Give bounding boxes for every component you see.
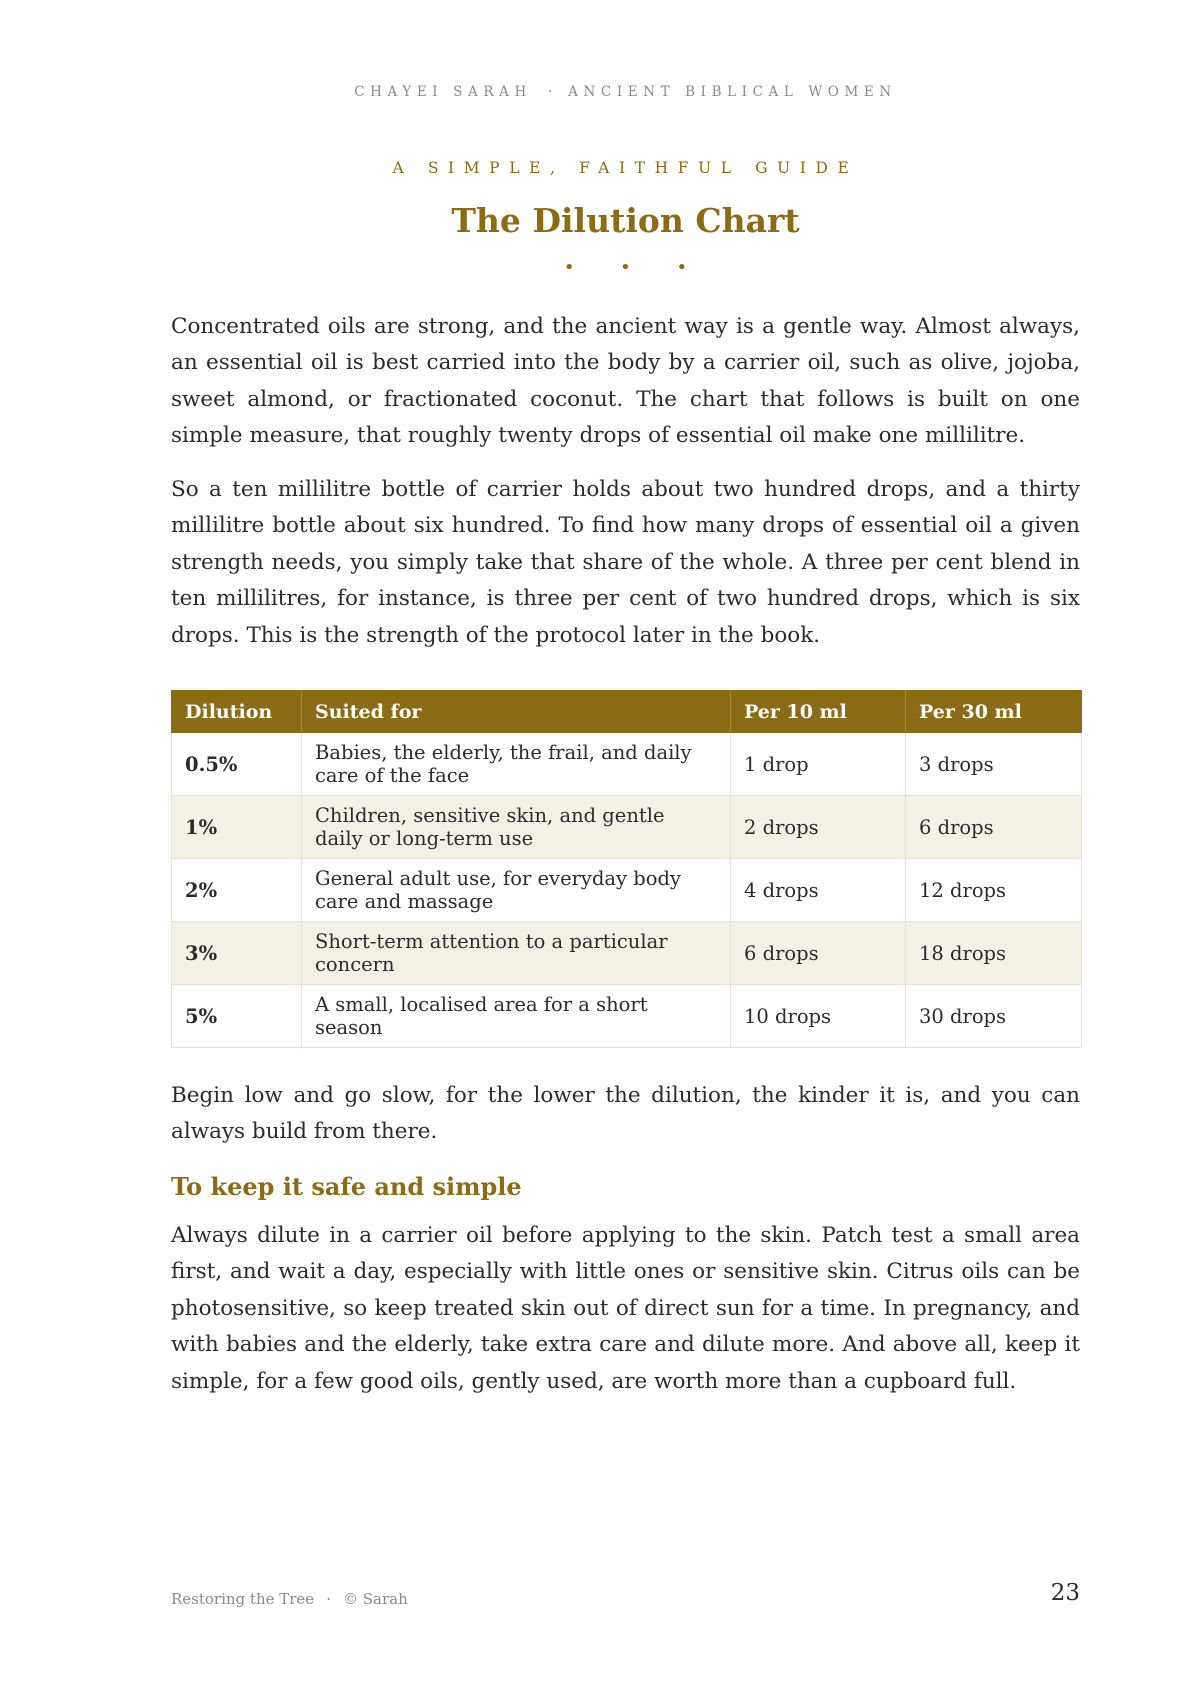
page-title: The Dilution Chart <box>451 201 800 240</box>
per-10ml-cell: 2 drops <box>731 796 906 859</box>
dilution-cell: 3% <box>172 922 302 985</box>
header-dilution: Dilution <box>172 691 302 733</box>
suited-for-cell: General adult use, for everyday body care and massage <box>302 859 731 922</box>
running-head-separator: · <box>547 84 553 100</box>
header-per-10ml: Per 10 ml <box>731 691 906 733</box>
dilution-cell: 0.5% <box>172 733 302 796</box>
running-head <box>171 84 1080 100</box>
dilution-table <box>171 690 1082 1048</box>
footer-separator: · <box>326 1590 331 1608</box>
running-head-left: CHAYEI SARAH <box>354 84 532 100</box>
suited-for-cell: Short-term attention to a particular concern <box>302 922 731 985</box>
explanation-paragraph: So a ten millilitre bottle of carrier holds about two hundred drops, and a thirty millilitre bottle about six hundred. To find how many drops of essential oil a given strength needs, you simply take that share of the whole. A three per cent blend in ten millilitres, for instance, is three per cent of two hundred drops, which is six drops. This is the strength of the protocol later in the book. <box>171 477 1080 648</box>
per-10ml-cell: 1 drop <box>731 733 906 796</box>
page-number: 23 <box>1050 1580 1080 1606</box>
ornament-dots: • • • <box>563 257 708 278</box>
per-10ml-cell: 4 drops <box>731 859 906 922</box>
table-header-row <box>172 691 1082 733</box>
dilution-cell: 2% <box>172 859 302 922</box>
per-10ml-cell: 6 drops <box>731 922 906 985</box>
per-30ml-cell: 30 drops <box>906 985 1082 1048</box>
intro-paragraph: Concentrated oils are strong, and the ancient way is a gentle way. Almost always, an essential oil is best carried into the body by a carrier oil, such as olive, jojoba, sweet almond, or fractionated coconut. The chart that follows is built on one simple measure, that roughly twenty drops of essential oil make one millilitre. <box>171 314 1080 449</box>
dilution-cell: 5% <box>172 985 302 1048</box>
footer-book-credit <box>171 1590 408 1608</box>
per-30ml-cell: 3 drops <box>906 733 1082 796</box>
dilution-cell: 1% <box>172 796 302 859</box>
safety-paragraph: Always dilute in a carrier oil before applying to the skin. Patch test a small area first, and wait a day, especially with little ones or sensitive skin. Citrus oils can be photosensitive, so keep treated skin out of direct sun for a time. In pregnancy, and with babies and the elderly, take extra care and dilute more. And above all, keep it simple, for a few good oils, gently used, are worth more than a cupboard full. <box>171 1223 1080 1394</box>
safety-subheading: To keep it safe and simple <box>171 1172 522 1201</box>
per-30ml-cell: 12 drops <box>906 859 1082 922</box>
table-row <box>172 922 1082 985</box>
header-suited-for: Suited for <box>302 691 731 733</box>
advice-paragraph: Begin low and go slow, for the lower the dilution, the kinder it is, and you can always build from there. <box>171 1083 1080 1145</box>
running-head-right: ANCIENT BIBLICAL WOMEN <box>568 84 897 100</box>
table-row <box>172 985 1082 1048</box>
table-row <box>172 796 1082 859</box>
suited-for-cell: Babies, the elderly, the frail, and daily care of the face <box>302 733 731 796</box>
footer-book-title: Restoring the Tree <box>171 1590 315 1608</box>
per-30ml-cell: 6 drops <box>906 796 1082 859</box>
table-row <box>172 859 1082 922</box>
suited-for-cell: Children, sensitive skin, and gentle daily or long-term use <box>302 796 731 859</box>
footer-copyright: © Sarah <box>342 1590 408 1608</box>
table-row <box>172 733 1082 796</box>
per-30ml-cell: 18 drops <box>906 922 1082 985</box>
section-kicker: A SIMPLE, FAITHFUL GUIDE <box>392 159 859 177</box>
header-per-30ml: Per 30 ml <box>906 691 1082 733</box>
per-10ml-cell: 10 drops <box>731 985 906 1048</box>
suited-for-cell: A small, localised area for a short season <box>302 985 731 1048</box>
